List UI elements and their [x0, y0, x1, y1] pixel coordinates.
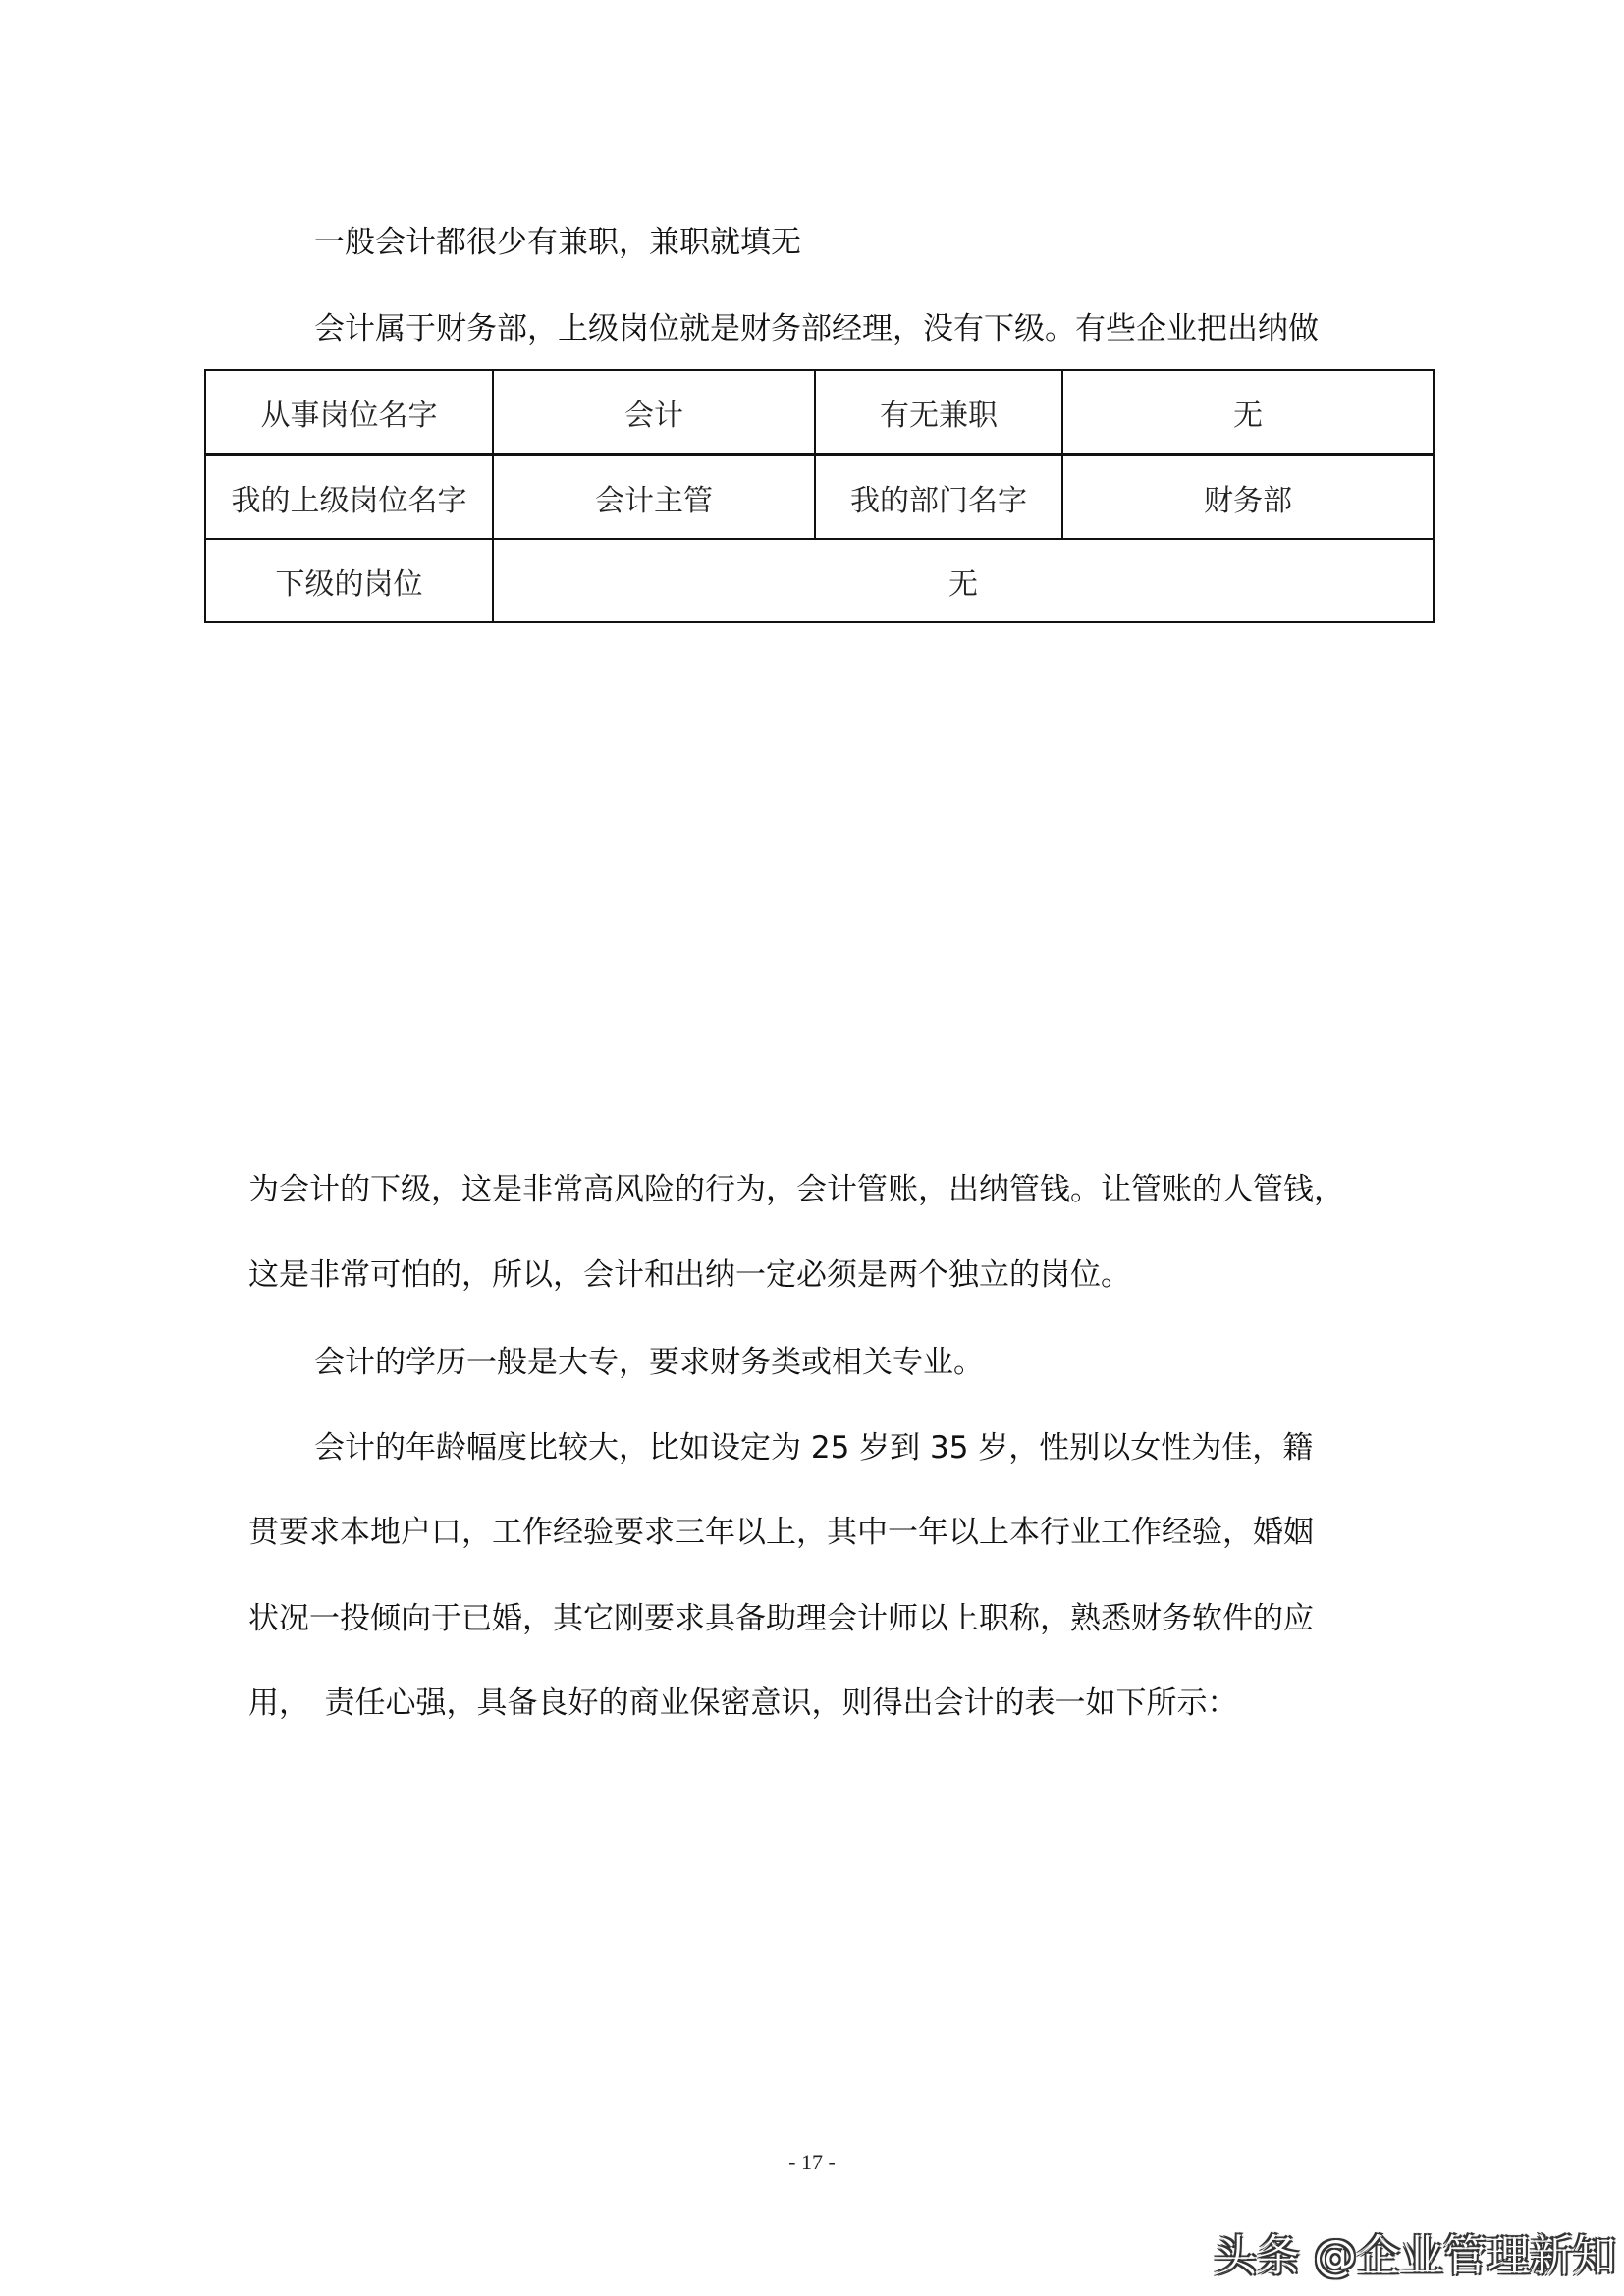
table-cell-label: 我的部门名字: [815, 454, 1062, 539]
table-cell-value: 无: [493, 539, 1434, 622]
paragraph-line: 会计的年龄幅度比较大，比如设定为 25 岁到 35 岁，性别以女性为佳，籍: [314, 1430, 1314, 1466]
table-row: [205, 454, 1434, 539]
table-cell-label: 我的上级岗位名字: [205, 454, 493, 539]
paragraph-line: 会计属于财务部，上级岗位就是财务部经理，没有下级。有些企业把出纳做: [314, 311, 1319, 347]
table-cell-value: 财务部: [1062, 454, 1434, 539]
table-cell-value: 会计主管: [493, 454, 815, 539]
paragraph-line: 这是非常可怕的，所以，会计和出纳一定必须是两个独立的岗位。: [248, 1257, 1131, 1293]
table-row: [205, 370, 1434, 454]
paragraph-line: 为会计的下级，这是非常高风险的行为，会计管账，出纳管钱。让管账的人管钱，: [248, 1172, 1344, 1207]
table-cell-label: 下级的岗位: [205, 539, 493, 622]
table-cell-value: 会计: [493, 370, 815, 454]
page-number: - 17 -: [788, 2150, 836, 2174]
table-cell-label: 从事岗位名字: [205, 370, 493, 454]
paragraph-line: 贯要求本地户口，工作经验要求三年以上，其中一年以上本行业工作经验，婚姻: [248, 1515, 1314, 1550]
watermark: 头条 @企业管理新知: [1214, 2231, 1616, 2281]
table-row: [205, 539, 1434, 622]
paragraph-line: 状况一投倾向于已婚，其它刚要求具备助理会计师以上职称，熟悉财务软件的应: [248, 1601, 1314, 1636]
table-cell-value: 无: [1062, 370, 1434, 454]
paragraph-line: 会计的学历一般是大专，要求财务类或相关专业。: [314, 1345, 984, 1380]
paragraph-line: 用， 责任心强，具备良好的商业保密意识，则得出会计的表一如下所示：: [248, 1685, 1238, 1721]
job-info-table: [204, 369, 1435, 623]
table-cell-label: 有无兼职: [815, 370, 1062, 454]
paragraph-line: 一般会计都很少有兼职，兼职就填无: [314, 225, 801, 260]
